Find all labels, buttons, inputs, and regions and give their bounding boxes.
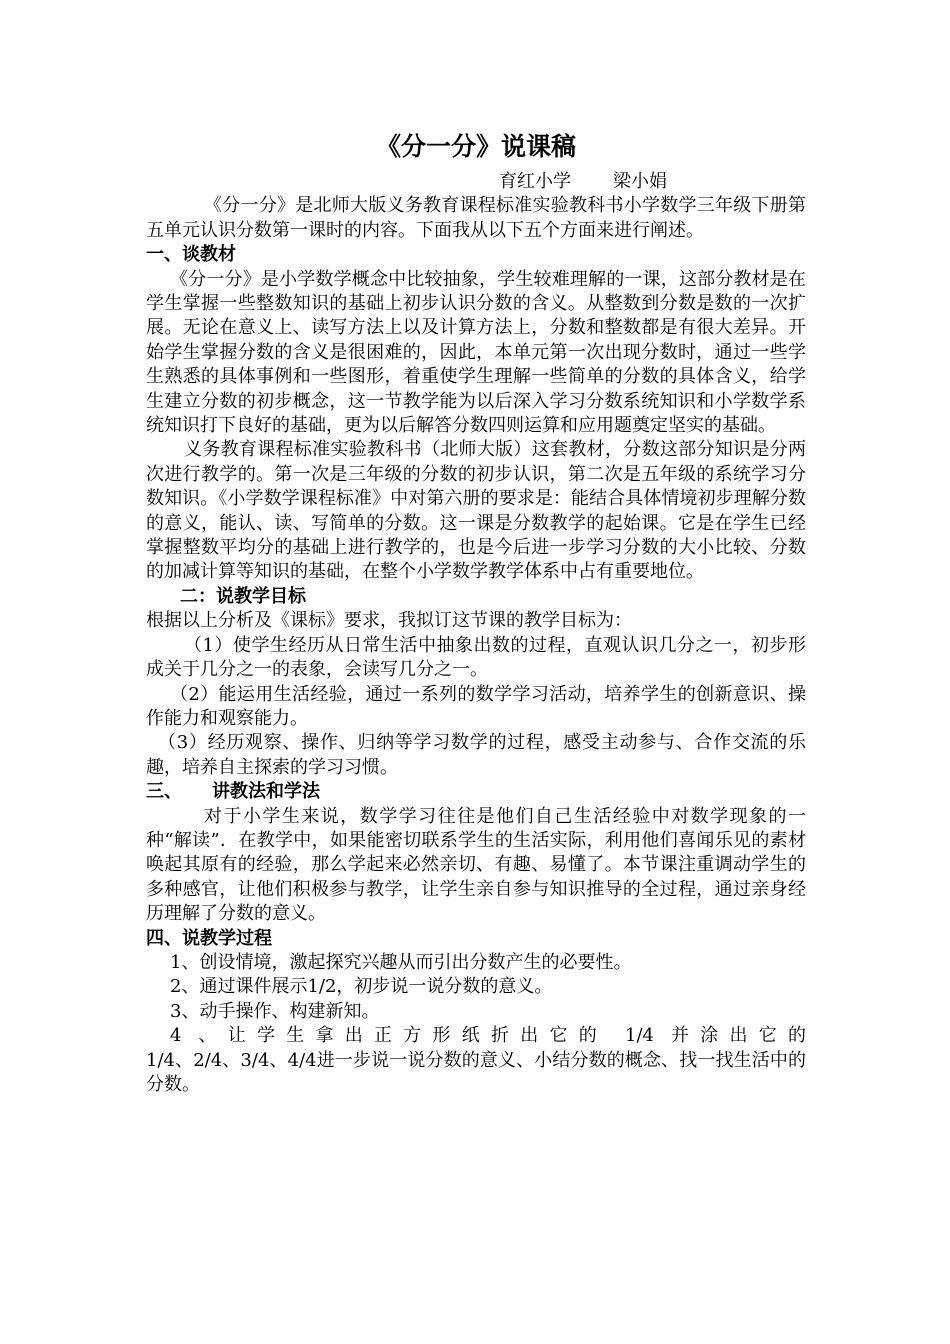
materials-paragraph-2: 义务教育课程标准实验教科书（北师大版）这套教材，分数这部分知识是分两次进行教学的。第一次是三年级的分数的初步认识，第二次是五年级的系统学习分数知识。《小学数学课程标准》中对第六册的要求是：能结合具体情境初步理解分数的意义，能认、读、写简单的分数。这一课是分数教学的起始课。它是在学生已经掌握整数平均分的基础上进行教学的，也是今后进一步学习分数的大小比较、分数的加减计算等知识的基础，在整个小学数学教学体系中占有重要地位。 (146, 439, 806, 583)
methods-paragraph: 对于小学生来说，数学学习往往是他们自己生活经验中对数学现象的一种“解读”．在教学中，如果能密切联系学生的生活实际，利用他们喜闻乐见的素材唤起其原有的经验，那么学起来必然亲切、有趣、易懂了。本节课注重调动学生的多种感官，让他们积极参与教学，让学生亲自参与知识推导的全过程，通过亲身经历理解了分数的意义。 (146, 805, 806, 925)
methods-heading-number: 三、 (146, 781, 182, 803)
process-step-1: 1、创设情境，激起探究兴趣从而引出分数产生的必要性。 (170, 951, 632, 973)
section-heading-process: 四、说教学过程 (146, 927, 272, 949)
section-heading-methods (146, 780, 806, 804)
section-heading-materials: 一、谈教材 (146, 244, 236, 266)
process-step-3: 3、动手操作、构建新知。 (170, 1000, 380, 1022)
author-line (146, 170, 806, 194)
process-step-4-rest: 1/4、2/4、3/4、4/4进一步说一说分数的意义、小结分数的概念、找一找生活中的分数。 (146, 1049, 806, 1096)
section-heading-goals: 二：说教学目标 (180, 585, 306, 607)
process-step-2: 2、通过课件展示1/2，初步说一说分数的意义。 (170, 976, 553, 998)
document-page (146, 130, 806, 1097)
goal-item-3: （3）经历观察、操作、归纳等学习数学的过程，感受主动参与、合作交流的乐趣，培养自主探索的学习习惯。 (146, 732, 806, 778)
author-school: 育红小学 (499, 171, 571, 192)
process-step-4-line-1: 4 、让学生拿出正方形纸折出它的 1/4 并涂出它的 (170, 1025, 806, 1047)
materials-paragraph-1: 《分一分》是小学数学概念中比较抽象，学生较难理解的一课，这部分教材是在学生掌握一些整数知识的基础上初步认识分数的含义。从整数到分数是数的一次扩展。无论在意义上、读写方法上以及计算方法上，分数和整数都是有很大差异。开始学生掌握分数的含义是很困难的，因此，本单元第一次出现分数时，通过一些学生熟悉的具体事例和一些图形，着重使学生理解一些简单的分数的具体含义，给学生建立分数的初步概念，这一节教学能为以后深入学习分数系统知识和小学数学系统知识打下良好的基础，更为以后解答分数四则运算和应用题奠定坚实的基础。 (146, 268, 806, 437)
intro-paragraph: 《分一分》是北师大版义务教育课程标准实验教科书小学数学三年级下册第五单元认识分数第一课时的内容。下面我从以下五个方面来进行阐述。 (146, 195, 806, 241)
author-name: 梁小娟 (613, 171, 667, 192)
document-title: 《分一分》说课稿 (375, 132, 576, 161)
goal-item-2: （2）能运用生活经验，通过一系列的数学学习活动，培养学生的创新意识、操作能力和观察能力。 (146, 683, 806, 729)
goal-item-1: （1）使学生经历从日常生活中抽象出数的过程，直观认识几分之一，初步形成关于几分之一的表象，会读写几分之一。 (146, 634, 806, 681)
goals-lead: 根据以上分析及《课标》要求，我拟订这节课的教学目标为： (146, 610, 632, 632)
methods-heading-text: 讲教法和学法 (212, 781, 320, 803)
